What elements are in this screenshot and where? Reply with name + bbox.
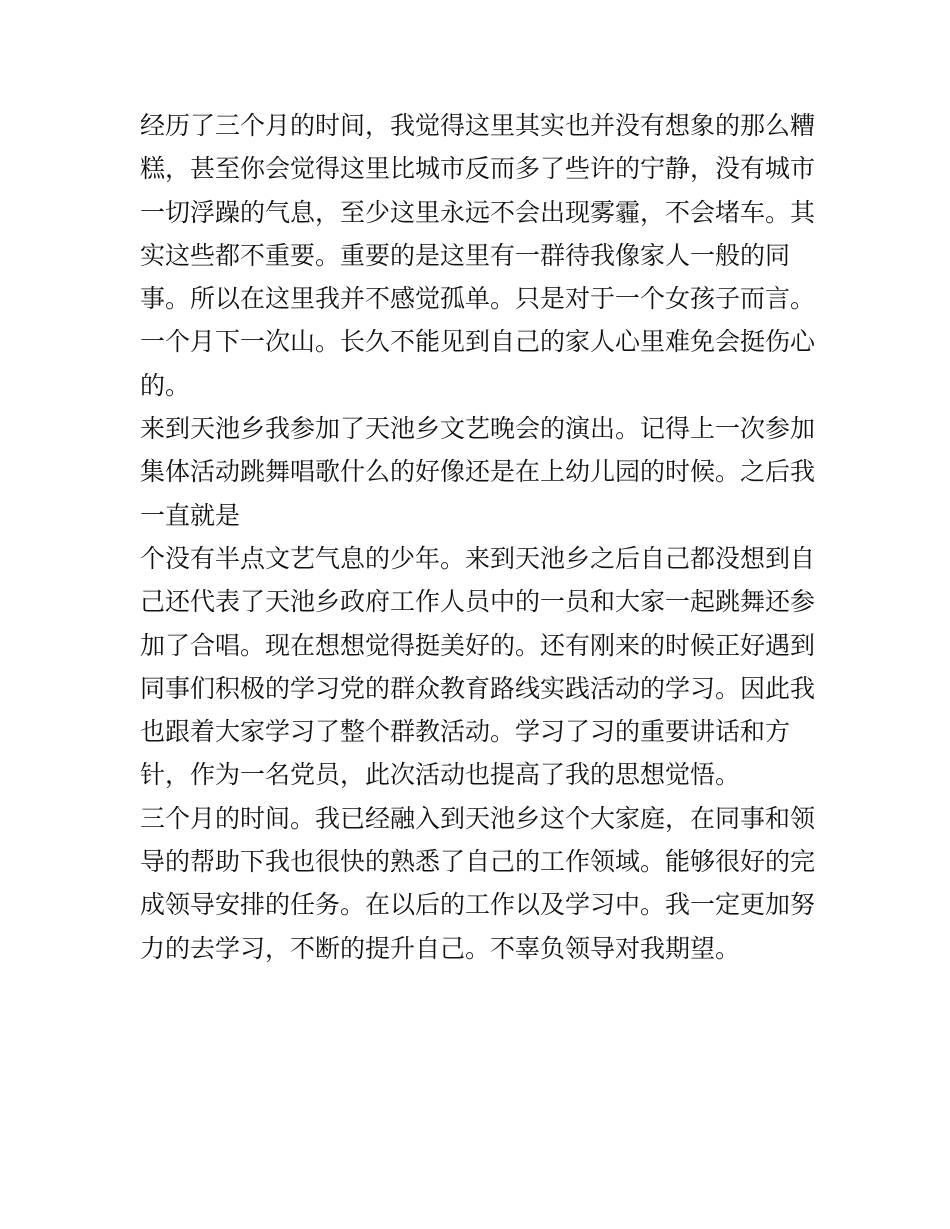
text-line: 糕，甚至你会觉得这里比城市反而多了些许的宁静，没有城市 [140, 154, 816, 184]
document-body [140, 104, 820, 970]
text-line: 的。 [140, 370, 191, 400]
text-line: 实这些都不重要。重要的是这里有一群待我像家人一般的同 [140, 240, 791, 270]
text-line: 一个月下一次山。长久不能见到自己的家人心里难免会挺伤心 [140, 327, 816, 357]
text-line: 一直就是 [140, 500, 241, 530]
text-line: 加了合唱。现在想想觉得挺美好的。还有刚来的时候正好遇到 [140, 630, 816, 660]
text-line: 也跟着大家学习了整个群教活动。学习了习的重要讲话和方 [140, 717, 791, 747]
text-line: 集体活动跳舞唱歌什么的好像还是在上幼儿园的时候。之后我 [140, 457, 816, 487]
text-line: 一切浮躁的气息，至少这里永远不会出现雾霾，不会堵车。其 [140, 197, 816, 227]
text-line: 己还代表了天池乡政府工作人员中的一员和大家一起跳舞还参 [140, 587, 816, 617]
text-line: 力的去学习，不断的提升自己。不辜负领导对我期望。 [140, 933, 741, 963]
text-line: 针，作为一名党员，此次活动也提高了我的思想觉悟。 [140, 760, 741, 790]
text-line: 三个月的时间。我已经融入到天池乡这个大家庭，在同事和领 [140, 803, 816, 833]
text-line: 成领导安排的任务。在以后的工作以及学习中。我一定更加努 [140, 890, 816, 920]
text-line: 事。所以在这里我并不感觉孤单。只是对于一个女孩子而言。 [140, 284, 816, 314]
text-line: 经历了三个月的时间，我觉得这里其实也并没有想象的那么糟 [140, 111, 816, 140]
text-line: 个没有半点文艺气息的少年。来到天池乡之后自己都没想到自 [140, 543, 816, 573]
text-line: 同事们积极的学习党的群众教育路线实践活动的学习。因此我 [140, 673, 816, 703]
text-line: 导的帮助下我也很快的熟悉了自己的工作领域。能够很好的完 [140, 847, 816, 877]
text-line: 来到天池乡我参加了天池乡文艺晚会的演出。记得上一次参加 [140, 414, 816, 444]
